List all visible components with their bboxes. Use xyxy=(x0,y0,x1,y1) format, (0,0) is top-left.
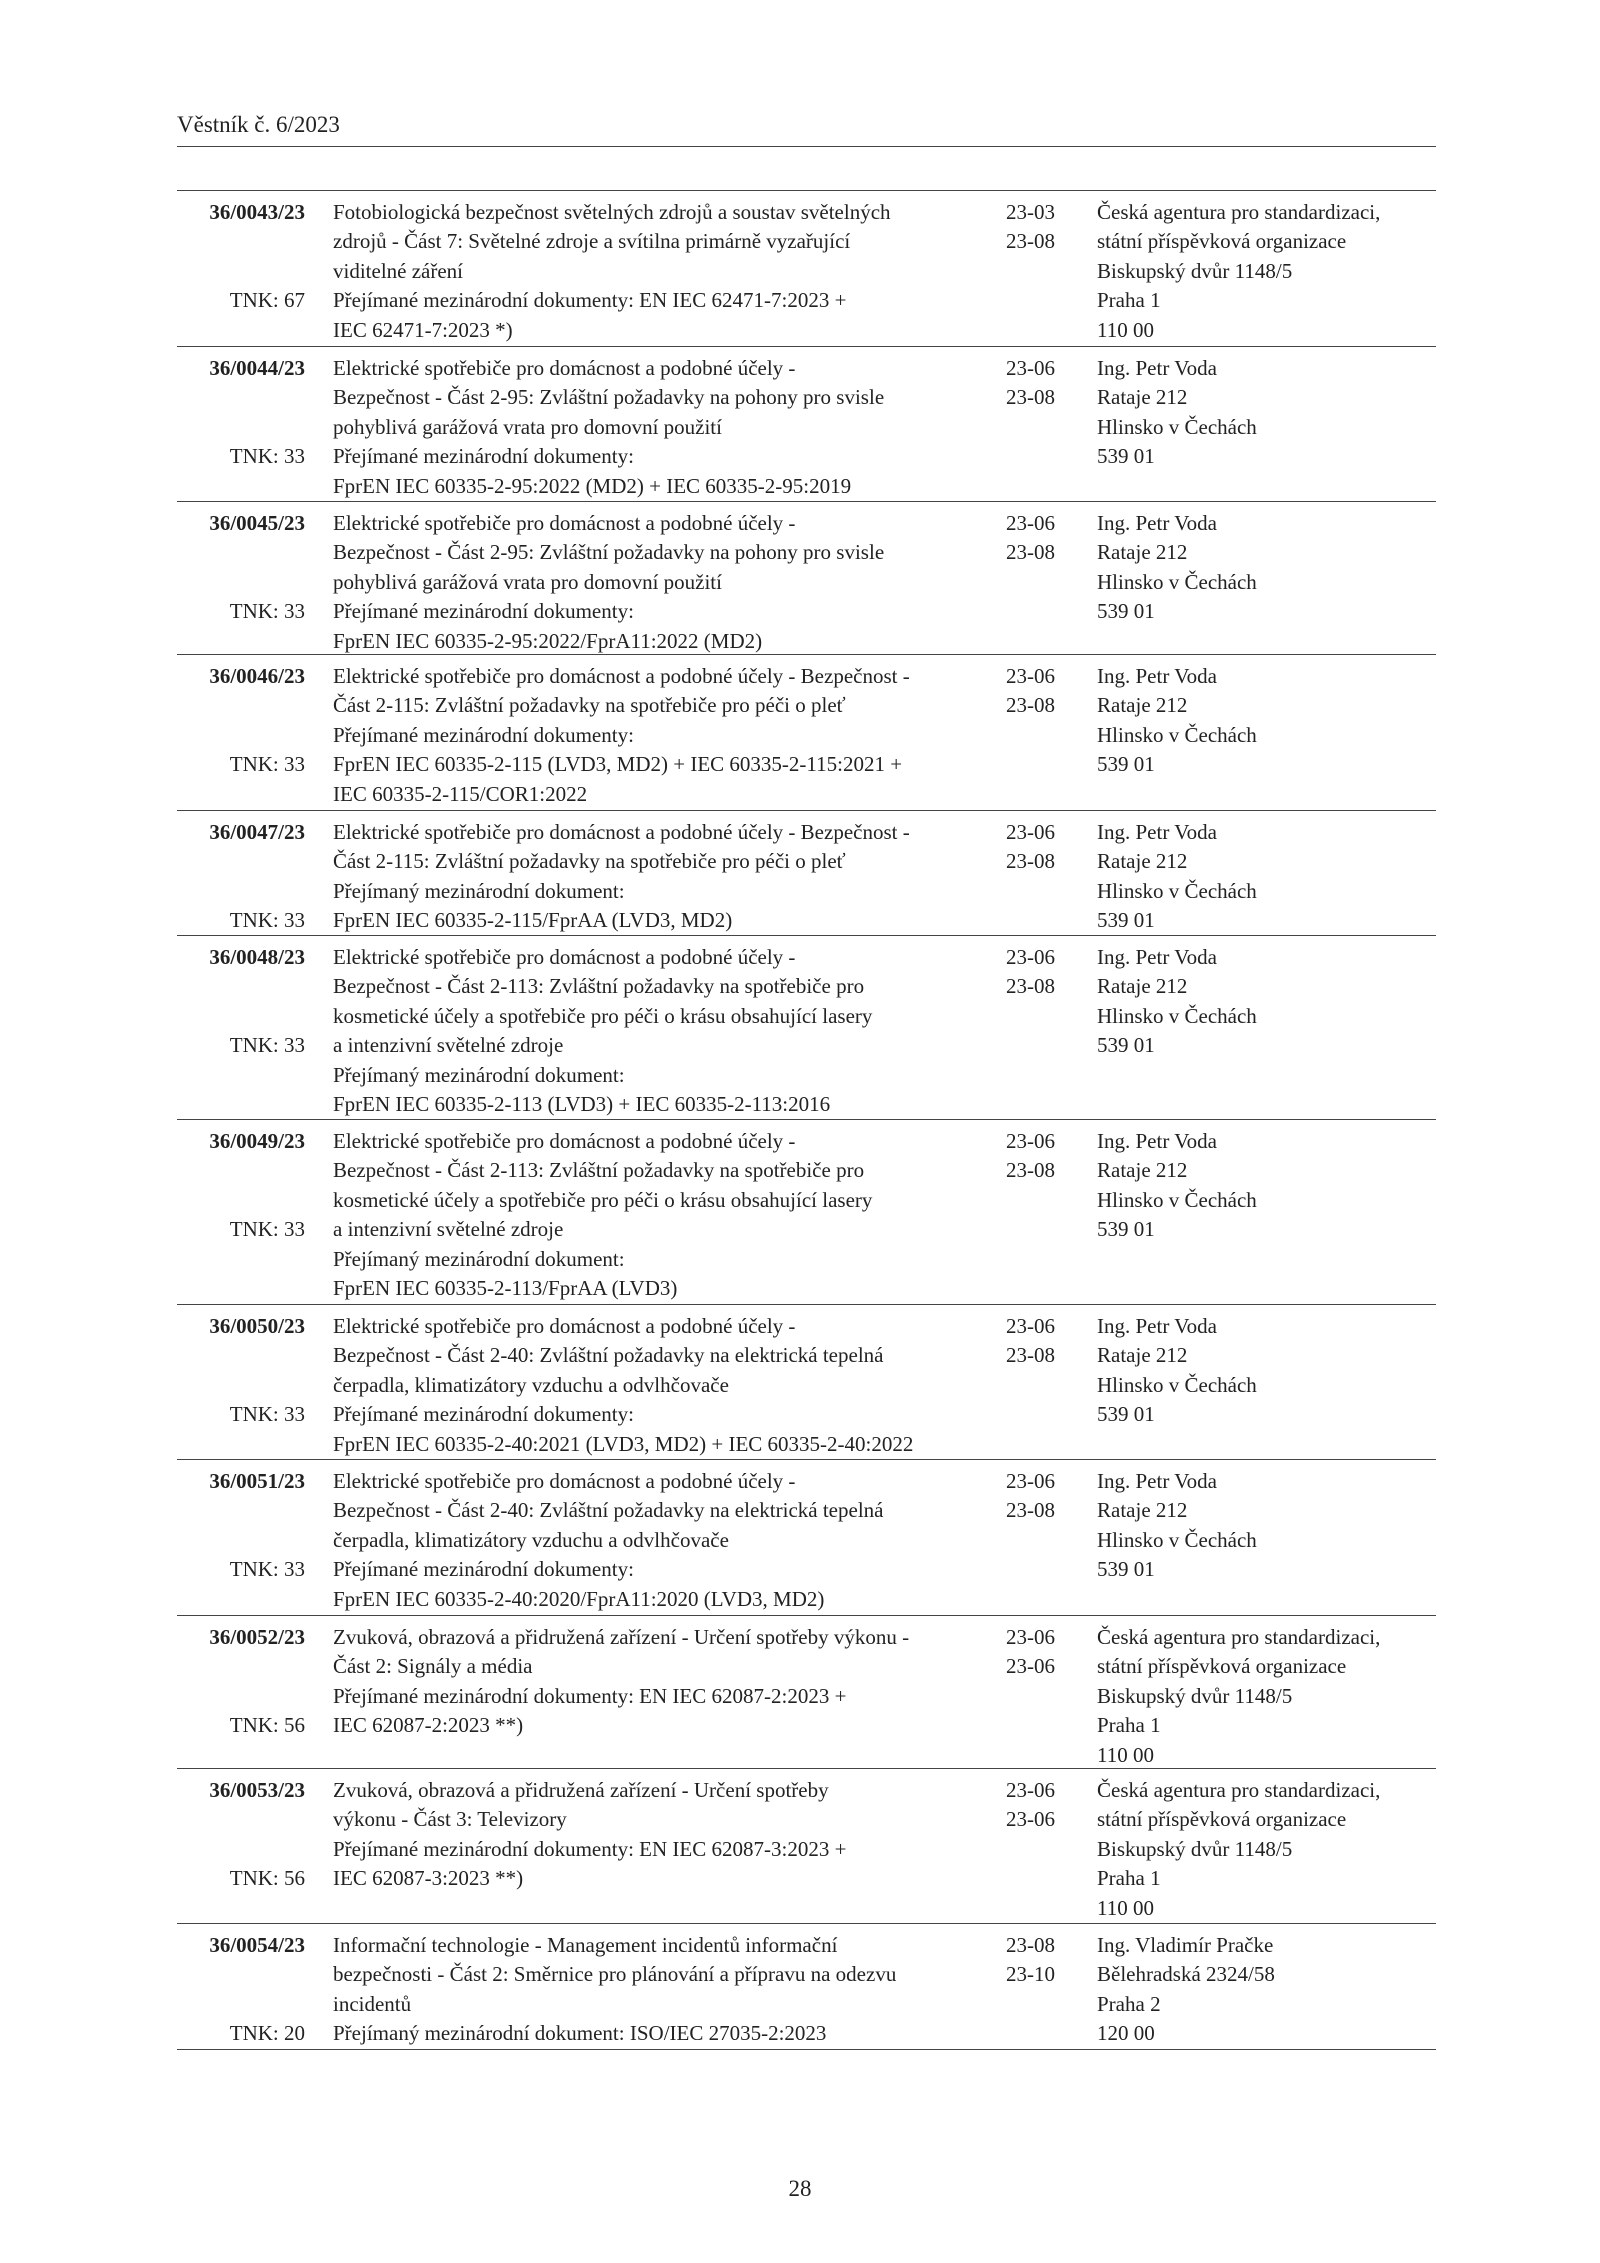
description-line: Přejímané mezinárodní dokumenty: xyxy=(333,599,634,624)
address-line: Rataje 212 xyxy=(1097,1343,1188,1368)
description-line: Elektrické spotřebiče pro domácnost a podobné účely - xyxy=(333,1129,796,1153)
table-row xyxy=(177,1923,1436,2050)
dates-line: 23-08 xyxy=(1006,974,1055,999)
address-line: Hlinsko v Čechách xyxy=(1097,414,1257,439)
tnk-label: TNK: 33 xyxy=(229,1033,305,1058)
page-header xyxy=(177,111,1436,147)
table-row xyxy=(177,654,1436,810)
dates xyxy=(1006,509,1082,568)
description-line: Přejímané mezinárodní dokumenty: xyxy=(333,1402,634,1427)
address-line: 110 00 xyxy=(1097,1742,1154,1767)
address xyxy=(1097,509,1436,627)
dates xyxy=(1006,943,1082,1002)
description-line: čerpadla, klimatizátory vzduchu a odvlhčovače xyxy=(333,1527,729,1552)
address-line: Hlinsko v Čechách xyxy=(1097,1527,1257,1552)
dates xyxy=(1006,354,1082,413)
entry-id-cell xyxy=(177,662,305,777)
description-line: Část 2-115: Zvláštní požadavky na spotřebiče pro péči o pleť xyxy=(333,693,846,718)
description-line: a intenzivní světelné zdroje xyxy=(333,1217,564,1242)
dates xyxy=(1006,1312,1082,1371)
description-line: FprEN IEC 60335-2-115/FprAA (LVD3, MD2) xyxy=(333,908,733,933)
address-line: Rataje 212 xyxy=(1097,849,1188,874)
table-row xyxy=(177,1615,1436,1768)
entry-id-cell xyxy=(177,818,305,933)
address-line: Rataje 212 xyxy=(1097,385,1188,410)
description-line: Fotobiologická bezpečnost světelných zdrojů a soustav světelných xyxy=(333,200,891,224)
address xyxy=(1097,1127,1436,1245)
page-number: 28 xyxy=(788,2176,812,2201)
description-line: Přejímané mezinárodní dokumenty: EN IEC 62471-7:2023 + xyxy=(333,288,847,313)
dates-line: 23-08 xyxy=(1006,540,1055,565)
address-line: Praha 2 xyxy=(1097,1991,1161,2016)
dates xyxy=(1006,1623,1082,1682)
address-line: Ing. Petr Voda xyxy=(1097,1314,1217,1338)
table-row xyxy=(177,346,1436,501)
address-line: Praha 1 xyxy=(1097,288,1161,313)
address-line: Ing. Petr Voda xyxy=(1097,1129,1217,1153)
description-line: Bezpečnost - Část 2-95: Zvláštní požadavky na pohony pro svisle xyxy=(333,385,885,410)
entry-number: 36/0043/23 xyxy=(209,200,305,224)
dates xyxy=(1006,1467,1082,1526)
address-line: 539 01 xyxy=(1097,1217,1155,1242)
entry-id-cell xyxy=(177,1623,305,1738)
description-line: viditelné záření xyxy=(333,258,464,283)
address-line: Ing. Petr Voda xyxy=(1097,511,1217,535)
address-line: Praha 1 xyxy=(1097,1866,1161,1891)
dates-line: 23-06 xyxy=(1006,1778,1055,1802)
tnk-label: TNK: 33 xyxy=(229,599,305,624)
address-line: 539 01 xyxy=(1097,444,1155,469)
entry-number: 36/0046/23 xyxy=(209,664,305,688)
address xyxy=(1097,818,1436,936)
tnk-label: TNK: 33 xyxy=(229,1402,305,1427)
address-line: státní příspěvková organizace xyxy=(1097,1807,1347,1832)
description-line: incidentů xyxy=(333,1991,412,2016)
address-line: Praha 1 xyxy=(1097,1713,1161,1738)
dates-line: 23-06 xyxy=(1006,1625,1055,1649)
description-line: Bezpečnost - Část 2-113: Zvláštní požadavky na spotřebiče pro xyxy=(333,1158,865,1183)
table-row xyxy=(177,1459,1436,1615)
dates-line: 23-06 xyxy=(1006,820,1055,844)
dates xyxy=(1006,662,1082,721)
entry-id-cell xyxy=(177,1776,305,1891)
dates xyxy=(1006,818,1082,877)
address xyxy=(1097,1776,1436,1923)
description-line: Přejímané mezinárodní dokumenty: xyxy=(333,1557,634,1582)
tnk-label: TNK: 56 xyxy=(229,1866,305,1891)
entry-number: 36/0048/23 xyxy=(209,945,305,969)
description-line: kosmetické účely a spotřebiče pro péči o krásu obsahující lasery xyxy=(333,1187,873,1212)
description-line: Elektrické spotřebiče pro domácnost a podobné účely - xyxy=(333,511,796,535)
address-line: Česká agentura pro standardizaci, xyxy=(1097,200,1381,224)
dates xyxy=(1006,1776,1082,1835)
address-line: Ing. Petr Voda xyxy=(1097,945,1217,969)
dates-line: 23-08 xyxy=(1006,229,1055,254)
address-line: státní příspěvková organizace xyxy=(1097,229,1347,254)
tnk-label: TNK: 56 xyxy=(229,1713,305,1738)
tnk-label: TNK: 33 xyxy=(229,444,305,469)
address-line: Česká agentura pro standardizaci, xyxy=(1097,1625,1381,1649)
description-line: Elektrické spotřebiče pro domácnost a podobné účely - Bezpečnost - xyxy=(333,664,910,688)
dates-line: 23-08 xyxy=(1006,693,1055,718)
description-line: IEC 62471-7:2023 *) xyxy=(333,317,513,342)
description-line: Elektrické spotřebiče pro domácnost a podobné účely - Bezpečnost - xyxy=(333,820,910,844)
description-line: Bezpečnost - Část 2-40: Zvláštní požadavky na elektrická tepelná xyxy=(333,1498,884,1523)
address-line: Ing. Petr Voda xyxy=(1097,664,1217,688)
description-line: IEC 62087-2:2023 **) xyxy=(333,1713,524,1738)
description-line: Elektrické spotřebiče pro domácnost a podobné účely - xyxy=(333,1469,796,1493)
address-line: 110 00 xyxy=(1097,1895,1154,1920)
entry-number: 36/0054/23 xyxy=(209,1933,305,1957)
description-line: Bezpečnost - Část 2-113: Zvláštní požadavky na spotřebiče pro xyxy=(333,974,865,999)
description-line: FprEN IEC 60335-2-113 (LVD3) + IEC 60335-2-113:2016 xyxy=(333,1092,831,1117)
address-line: Ing. Petr Voda xyxy=(1097,820,1217,844)
description-line: IEC 60335-2-115/COR1:2022 xyxy=(333,781,588,806)
address-line: státní příspěvková organizace xyxy=(1097,1654,1347,1679)
dates-line: 23-08 xyxy=(1006,1933,1055,1957)
dates xyxy=(1006,1127,1082,1186)
dates-line: 23-08 xyxy=(1006,1498,1055,1523)
dates-line: 23-08 xyxy=(1006,1343,1055,1368)
address xyxy=(1097,943,1436,1061)
address-line: 539 01 xyxy=(1097,1402,1155,1427)
dates-line: 23-06 xyxy=(1006,511,1055,535)
table-row xyxy=(177,810,1436,935)
address-line: Rataje 212 xyxy=(1097,974,1188,999)
address-line: Rataje 212 xyxy=(1097,1158,1188,1183)
address-line: Ing. Petr Voda xyxy=(1097,356,1217,380)
address-line: 539 01 xyxy=(1097,1557,1155,1582)
description-line: IEC 62087-3:2023 **) xyxy=(333,1866,524,1891)
address-line: Ing. Vladimír Pračke xyxy=(1097,1933,1274,1957)
entry-number: 36/0051/23 xyxy=(209,1469,305,1493)
address-line: 539 01 xyxy=(1097,908,1155,933)
description-line: FprEN IEC 60335-2-40:2020/FprA11:2020 (LVD3, MD2) xyxy=(333,1586,825,1611)
header-title: Věstník č. 6/2023 xyxy=(177,112,340,137)
tnk-label: TNK: 33 xyxy=(229,908,305,933)
dates-line: 23-10 xyxy=(1006,1962,1055,1987)
description-line: výkonu - Část 3: Televizory xyxy=(333,1807,567,1832)
entry-id-cell xyxy=(177,1312,305,1427)
description-line: pohyblivá garážová vrata pro domovní použití xyxy=(333,414,722,439)
entry-id-cell xyxy=(177,1931,305,2046)
dates xyxy=(1006,198,1082,257)
address xyxy=(1097,1931,1436,2049)
dates-line: 23-06 xyxy=(1006,356,1055,380)
address-line: Hlinsko v Čechách xyxy=(1097,1187,1257,1212)
entry-number: 36/0047/23 xyxy=(209,820,305,844)
address xyxy=(1097,1312,1436,1430)
entry-number: 36/0045/23 xyxy=(209,511,305,535)
entry-number: 36/0049/23 xyxy=(209,1129,305,1153)
entry-number: 36/0053/23 xyxy=(209,1778,305,1802)
address-line: Rataje 212 xyxy=(1097,693,1188,718)
dates-line: 23-06 xyxy=(1006,1469,1055,1493)
dates-line: 23-06 xyxy=(1006,1807,1055,1832)
table-row xyxy=(177,1768,1436,1923)
description-line: Bezpečnost - Část 2-40: Zvláštní požadavky na elektrická tepelná xyxy=(333,1343,884,1368)
address-line: 539 01 xyxy=(1097,752,1155,777)
address-line: Hlinsko v Čechách xyxy=(1097,722,1257,747)
address-line: Bělehradská 2324/58 xyxy=(1097,1962,1275,1987)
address xyxy=(1097,198,1436,345)
description-line: Elektrické spotřebiče pro domácnost a podobné účely - xyxy=(333,356,796,380)
description-line: FprEN IEC 60335-2-40:2021 (LVD3, MD2) + IEC 60335-2-40:2022 xyxy=(333,1431,914,1456)
dates-line: 23-06 xyxy=(1006,945,1055,969)
entry-id-cell xyxy=(177,509,305,624)
description-line: čerpadla, klimatizátory vzduchu a odvlhčovače xyxy=(333,1372,729,1397)
address-line: 539 01 xyxy=(1097,1033,1155,1058)
table-row xyxy=(177,1304,1436,1459)
entry-id-cell xyxy=(177,198,305,313)
table-row xyxy=(177,501,1436,654)
entry-id-cell xyxy=(177,1467,305,1582)
dates-line: 23-06 xyxy=(1006,1129,1055,1153)
dates-line: 23-08 xyxy=(1006,1158,1055,1183)
address xyxy=(1097,354,1436,472)
description-line: Část 2: Signály a média xyxy=(333,1654,533,1679)
dates-line: 23-06 xyxy=(1006,1314,1055,1338)
entry-id-cell xyxy=(177,354,305,469)
description-line: FprEN IEC 60335-2-115 (LVD3, MD2) + IEC 60335-2-115:2021 + xyxy=(333,752,903,777)
tnk-label: TNK: 20 xyxy=(229,2021,305,2046)
address xyxy=(1097,662,1436,780)
dates-line: 23-08 xyxy=(1006,385,1055,410)
dates-line: 23-06 xyxy=(1006,664,1055,688)
description-line: pohyblivá garážová vrata pro domovní použití xyxy=(333,569,722,594)
entry-number: 36/0044/23 xyxy=(209,356,305,380)
description-line: FprEN IEC 60335-2-113/FprAA (LVD3) xyxy=(333,1276,678,1301)
table-row xyxy=(177,190,1436,346)
description-line: Přejímaný mezinárodní dokument: ISO/IEC 27035-2:2023 xyxy=(333,2021,827,2046)
entry-number: 36/0052/23 xyxy=(209,1625,305,1649)
address-line: Biskupský dvůr 1148/5 xyxy=(1097,1683,1293,1708)
description-line: Přejímaný mezinárodní dokument: xyxy=(333,1062,625,1087)
description-line: Informační technologie - Management incidentů informační xyxy=(333,1933,838,1957)
address-line: Biskupský dvůr 1148/5 xyxy=(1097,258,1293,283)
address-line: 110 00 xyxy=(1097,317,1154,342)
address-line: Ing. Petr Voda xyxy=(1097,1469,1217,1493)
entry-number: 36/0050/23 xyxy=(209,1314,305,1338)
description-line: FprEN IEC 60335-2-95:2022 (MD2) + IEC 60335-2-95:2019 xyxy=(333,473,852,498)
description-line: Zvuková, obrazová a přidružená zařízení - Určení spotřeby výkonu - xyxy=(333,1625,910,1649)
address xyxy=(1097,1467,1436,1585)
description-line: Přejímaný mezinárodní dokument: xyxy=(333,878,625,903)
address-line: Hlinsko v Čechách xyxy=(1097,1003,1257,1028)
description-line: Elektrické spotřebiče pro domácnost a podobné účely - xyxy=(333,1314,796,1338)
description-line: Bezpečnost - Část 2-95: Zvláštní požadavky na pohony pro svisle xyxy=(333,540,885,565)
tnk-label: TNK: 33 xyxy=(229,1217,305,1242)
table-row xyxy=(177,1119,1436,1304)
description-line: Přejímané mezinárodní dokumenty: xyxy=(333,722,634,747)
dates-line: 23-06 xyxy=(1006,1654,1055,1679)
address-line: Hlinsko v Čechách xyxy=(1097,878,1257,903)
description-line: Přejímané mezinárodní dokumenty: EN IEC 62087-3:2023 + xyxy=(333,1836,847,1861)
entry-id-cell xyxy=(177,1127,305,1242)
description-line: Zvuková, obrazová a přidružená zařízení - Určení spotřeby xyxy=(333,1778,829,1802)
tnk-label: TNK: 67 xyxy=(229,288,305,313)
address-line: Rataje 212 xyxy=(1097,540,1188,565)
description-line: FprEN IEC 60335-2-95:2022/FprA11:2022 (MD2) xyxy=(333,628,763,653)
dates-line: 23-03 xyxy=(1006,200,1055,224)
address-line: Biskupský dvůr 1148/5 xyxy=(1097,1836,1293,1861)
entry-id-cell xyxy=(177,943,305,1058)
description-line: Přejímaný mezinárodní dokument: xyxy=(333,1246,625,1271)
address-line: Rataje 212 xyxy=(1097,1498,1188,1523)
address-line: 539 01 xyxy=(1097,599,1155,624)
description-line: Přejímané mezinárodní dokumenty: EN IEC 62087-2:2023 + xyxy=(333,1683,847,1708)
description-line: a intenzivní světelné zdroje xyxy=(333,1033,564,1058)
address-line: Česká agentura pro standardizaci, xyxy=(1097,1778,1381,1802)
standards-table xyxy=(177,190,1436,2050)
dates xyxy=(1006,1931,1082,1990)
table-row xyxy=(177,935,1436,1119)
description-line: Část 2-115: Zvláštní požadavky na spotřebiče pro péči o pleť xyxy=(333,849,846,874)
description-line: zdrojů - Část 7: Světelné zdroje a svítilna primárně vyzařující xyxy=(333,229,851,254)
address xyxy=(1097,1623,1436,1770)
description-line: Elektrické spotřebiče pro domácnost a podobné účely - xyxy=(333,945,796,969)
tnk-label: TNK: 33 xyxy=(229,1557,305,1582)
dates-line: 23-08 xyxy=(1006,849,1055,874)
address-line: 120 00 xyxy=(1097,2021,1155,2046)
address-line: Hlinsko v Čechách xyxy=(1097,1372,1257,1397)
description-line: Přejímané mezinárodní dokumenty: xyxy=(333,444,634,469)
description-line: kosmetické účely a spotřebiče pro péči o krásu obsahující lasery xyxy=(333,1003,873,1028)
address-line: Hlinsko v Čechách xyxy=(1097,569,1257,594)
tnk-label: TNK: 33 xyxy=(229,752,305,777)
description-line: bezpečnosti - Část 2: Směrnice pro plánování a přípravu na odezvu xyxy=(333,1962,897,1987)
